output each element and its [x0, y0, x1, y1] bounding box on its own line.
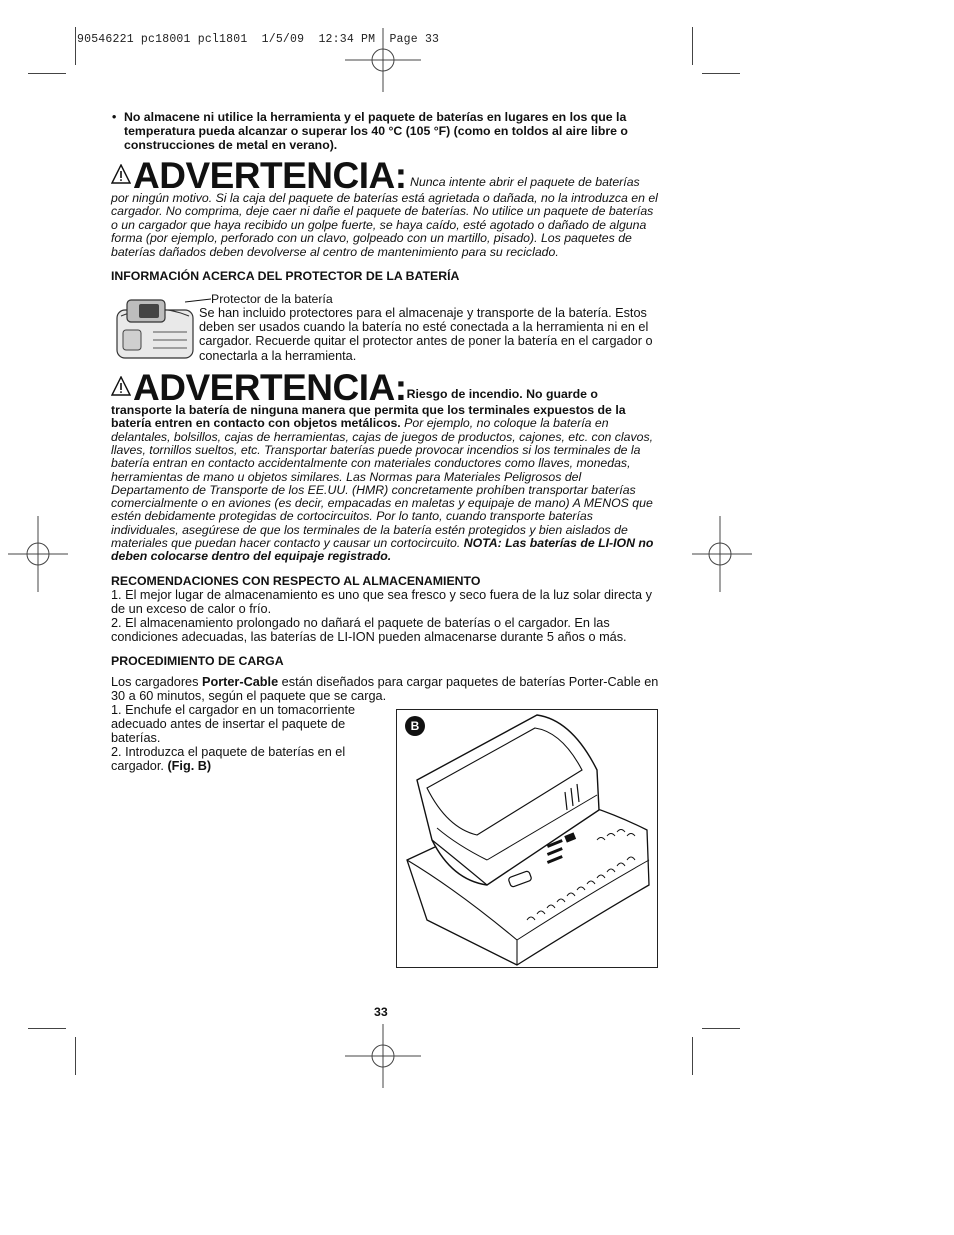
section-heading-protector: INFORMACIÓN ACERCA DEL PROTECTOR DE LA BATERÍA [111, 269, 460, 284]
crop-mark [75, 27, 76, 65]
crop-mark [28, 1028, 66, 1029]
crop-mark [702, 1028, 740, 1029]
warning-text: Nunca intente abrir el paquete de baterías por ningún motivo. Si la caja del paquete de baterías está agrietada o dañada, no la introduzca en el cargador. No comprima, deje caer ni dañe el paquete de baterías. No utilice un paquete de baterías o un cargador que haya recibido un golpe fuerte, se haya caído, esté agotado o dañado de alguna forma (por ejemplo, perforado con un clavo, golpeado con un martillo, pisado). Los paquetes de baterías dañados deben devolverse al centro de mantenimiento para su reciclado. [111, 175, 658, 259]
bullet-symbol: • [112, 110, 117, 124]
crop-mark [692, 1037, 693, 1075]
warning-block-1 [111, 155, 659, 259]
charger-illustration [397, 710, 657, 967]
registration-mark-bottom [345, 1024, 421, 1088]
protector-text: Se han incluido protectores para el almacenaje y transporte de la batería. Estos deben ser usados cuando la batería no esté conectada a la herramienta ni en el cargador. Recuerde quitar el protector antes de poner la batería en el cargador o conectarla a la herramienta. [199, 306, 653, 363]
warning-block-2 [111, 367, 659, 564]
temperature-bullet [111, 110, 659, 152]
protector-info [111, 292, 659, 366]
warning-triangle-icon [111, 164, 131, 184]
warning-bold-text: Riesgo de incendio. No guarde o transporte la batería de ninguna manera que permita que los terminales expuestos de la batería entren en contacto con objetos metálicos. [111, 387, 626, 431]
callout-line-icon [185, 298, 211, 304]
registration-mark-top [345, 28, 421, 92]
warning-italic-text: Por ejemplo, no coloque la batería en delantales, bolsillos, cajas de herramientas, cajas de juegos de productos, cajones, etc. con clavos, llaves, tornillos sueltos, etc. Transportar baterías puede provocar incendios si los terminales de la batería entran en contacto accidentalmente con materiales conductores como llaves, monedas, herramientas de mano u objetos similares. Las Normas para Materiales Peligrosos del Departamento de Transporte de los EE.UU. (HMR) concretamente prohíben transportar baterías comercialmente o en aviones (es decir, empacadas en maletas y equipaje de mano) A MENOS que estén debidamente protegidas de cortocircuitos. Por lo tanto, cuando transporte baterías individuales, asegúrese de que los terminales de la batería estén protegidos y bien aislados de materiales que puedan hacer contacto y causar un cortocircuito. [111, 416, 654, 550]
storage-item-2: 2. El almacenamiento prolongado no dañará el paquete de baterías o el cargador. En las condiciones adecuadas, las baterías de LI-ION pueden almacenarse durante 5 años o más. [111, 615, 627, 644]
storage-item-1: 1. El mejor lugar de almacenamiento es uno que sea fresco y seco fuera de la luz solar directa y de un exceso de calor o frío. [111, 587, 652, 616]
page-content [111, 110, 659, 993]
crop-mark [75, 1037, 76, 1075]
crop-mark [702, 73, 740, 74]
protector-label: Protector de la batería [211, 292, 333, 307]
charging-steps-and-figure [111, 703, 659, 993]
warning-title: ADVERTENCIA: [133, 155, 407, 196]
charging-steps [111, 703, 386, 773]
figure-reference: (Fig. B) [167, 758, 212, 773]
registration-mark-left [8, 516, 68, 592]
charging-step-2: 2. Introduzca el paquete de baterías en el cargador. (Fig. B) [111, 744, 346, 773]
warning-title: ADVERTENCIA: [133, 367, 407, 409]
figure-b [396, 709, 658, 968]
crop-mark [692, 27, 693, 65]
charging-step-1: 1. Enchufe el cargador en un tomacorriente adecuado antes de insertar el paquete de baterías. [111, 702, 356, 745]
registration-mark-right [692, 516, 752, 592]
warning-note: NOTA: Las baterías de LI-ION no deben colocarse dentro del equipaje registrado. [111, 536, 654, 564]
page-number: 33 [374, 1005, 388, 1019]
print-header: 90546221 pc18001 pcl1801 1/5/09 12:34 PM Page 33 [77, 33, 440, 46]
warning-triangle-icon [111, 376, 131, 396]
section-heading-storage: RECOMENDACIONES CON RESPECTO AL ALMACENAMIENTO [111, 573, 481, 588]
figure-label-badge: B [405, 716, 425, 736]
charging-intro: Los cargadores Porter-Cable están diseñados para cargar paquetes de baterías Porter-Cable en 30 a 60 minutos, según el paquete que se carga. [111, 674, 659, 703]
brand-name: Porter-Cable [201, 674, 279, 689]
crop-mark [28, 73, 66, 74]
bullet-text: No almacene ni utilice la herramienta y el paquete de baterías en lugares en los que la temperatura pueda alcanzar o superar los 40 °C (105 °F) (como en toldos al aire libre o construcciones de metal en verano). [124, 110, 628, 152]
battery-protector-illustration [113, 294, 197, 362]
section-heading-charging: PROCEDIMIENTO DE CARGA [111, 653, 284, 668]
